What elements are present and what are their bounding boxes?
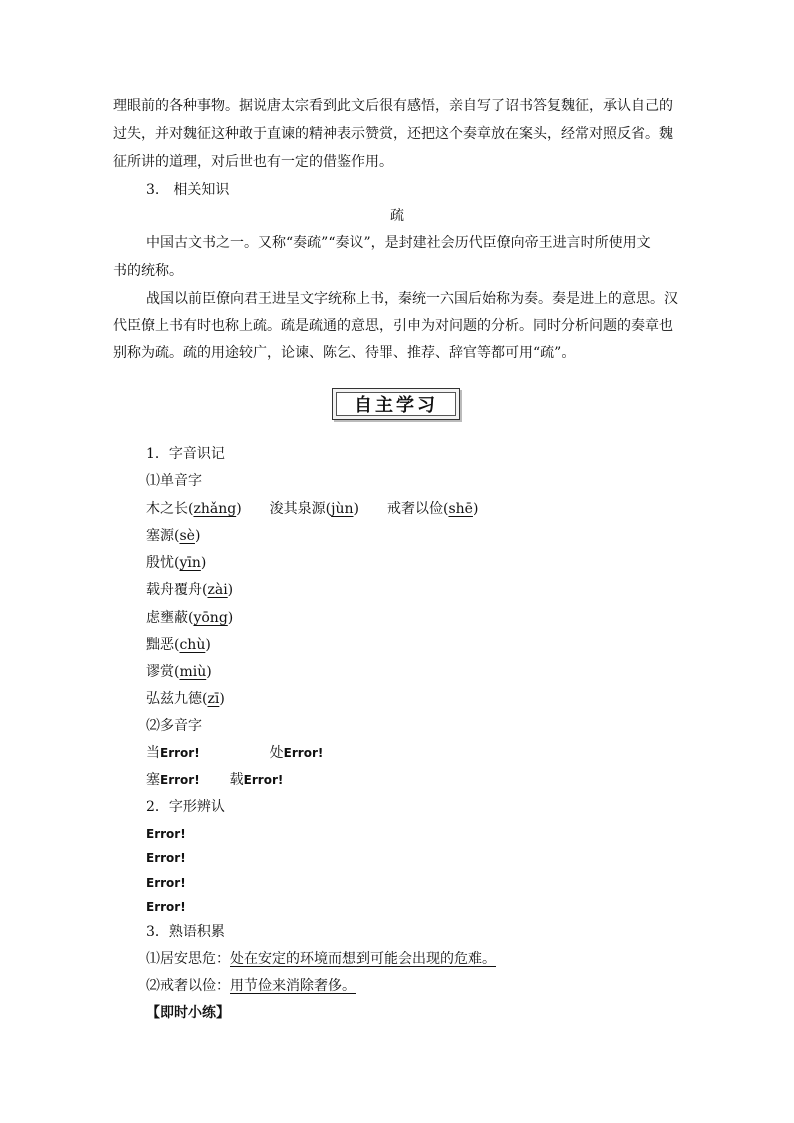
polyphone-row (146, 770, 283, 790)
item-heading: 2．字形辨认 (146, 799, 225, 815)
paragraph-line: 过失，并对魏征这种敢于直谏的精神表示赞赏，还把这个奏章放在案头，经常对照反省。魏 (113, 126, 673, 142)
paragraph-line: 战国以前臣僚向君王进呈文字统称上书，秦统一六国后始称为奏。奏是进上的意思。汉 (146, 291, 678, 307)
pinyin-item: 谬赏(miù) (146, 664, 212, 680)
section-title-box (332, 388, 460, 420)
section-title-inner (336, 392, 456, 416)
idiom-item: ⑴居安思危：处在安定的环境而想到可能会出现的危难。 (146, 951, 496, 967)
subsection-title: 疏 (390, 208, 404, 224)
pinyin-item: 虑壅蔽(yōng) (146, 610, 234, 626)
error-text: Error! (146, 851, 186, 865)
section-heading: 3. 相关知识 (146, 182, 230, 198)
pinyin-item: 塞源(sè) (146, 528, 201, 544)
paragraph-line: 别称为疏。疏的用途较广，论谏、陈乞、待罪、推荐、辞官等都可用“疏”。 (113, 345, 576, 361)
sub-heading: ⑴单音字 (146, 473, 202, 489)
paragraph-line: 征所讲的道理，对后世也有一定的借鉴作用。 (113, 154, 393, 170)
sub-heading: ⑵多音字 (146, 718, 202, 734)
error-text: Error! (146, 827, 186, 841)
error-text: Error! (146, 876, 186, 890)
paragraph-line: 代臣僚上书有时也称上疏。疏是疏通的意思，引申为对问题的分析。同时分析问题的奏章也 (113, 318, 673, 334)
pinyin-item: 弘兹九德(zī) (146, 691, 225, 707)
polyphone-item: 塞Error! (146, 772, 200, 788)
section-title: 自主学习 (354, 395, 438, 416)
item-heading: 3．熟语积累 (146, 924, 225, 940)
error-text: Error! (146, 900, 186, 914)
pinyin-item: 黜恶(chù) (146, 637, 211, 653)
pinyin-item: 浚其泉源(jùn) (269, 501, 359, 517)
polyphone-item: 处Error! (269, 745, 324, 761)
item-heading: 1．字音识记 (146, 446, 225, 462)
idiom-item: ⑵戒奢以俭：用节俭来消除奢侈。 (146, 978, 356, 994)
polyphone-item: 当Error! (146, 745, 200, 761)
practice-heading: 【即时小练】 (146, 1005, 230, 1021)
pinyin-row (146, 499, 478, 519)
pinyin-item: 木之长(zhǎng) (146, 501, 242, 517)
pinyin-item: 载舟覆舟(zài) (146, 582, 234, 598)
polyphone-row (146, 743, 323, 763)
paragraph-line: 理眼前的各种事物。据说唐太宗看到此文后很有感悟，亲自写了诏书答复魏征，承认自己的 (113, 98, 673, 114)
paragraph-line: 书的统称。 (113, 263, 183, 279)
pinyin-item: 戒奢以俭(shē) (386, 501, 479, 517)
polyphone-item: 载Error! (229, 772, 284, 788)
paragraph-line: 中国古文书之一。又称“奏疏”“奏议”，是封建社会历代臣僚向帝王进言时所使用文 (146, 235, 651, 251)
pinyin-item: 殷忧(yīn) (146, 555, 207, 571)
